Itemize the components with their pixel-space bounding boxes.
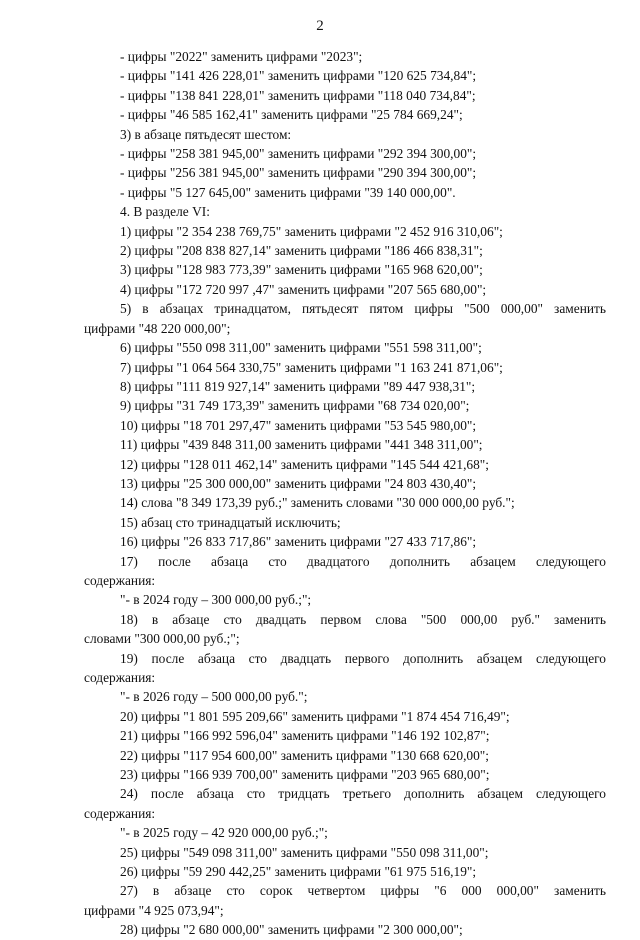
text-line: содержания: <box>84 670 156 685</box>
text-line: 27) в абзаце сто сорок четвертом цифры "6 000 000,00" заменить <box>120 883 606 899</box>
text-line: 21) цифры "166 992 596,04" заменить цифрами "146 192 102,87"; <box>120 728 490 744</box>
text-line: 28) цифры "2 680 000,00" заменить цифрами "2 300 000,00"; <box>120 922 463 938</box>
text-line: 7) цифры "1 064 564 330,75" заменить цифрами "1 163 241 871,06"; <box>120 359 503 375</box>
text-line: "- в 2026 году – 500 000,00 руб."; <box>120 689 308 705</box>
text-line: 4) цифры "172 720 997 ,47" заменить цифрами "207 565 680,00"; <box>120 281 487 297</box>
text-line: 25) цифры "549 098 311,00" заменить цифрами "550 098 311,00"; <box>120 844 489 860</box>
text-line: 9) цифры "31 749 173,39" заменить цифрами "68 734 020,00"; <box>120 398 470 414</box>
text-line: - цифры "141 426 228,01" заменить цифрами "120 625 734,84"; <box>120 68 477 84</box>
text-line: 3) в абзаце пятьдесят шестом: <box>120 126 292 142</box>
text-line: 11) цифры "439 848 311,00 заменить цифрами "441 348 311,00"; <box>120 437 483 453</box>
text-line: "- в 2025 году – 42 920 000,00 руб.;"; <box>120 825 328 841</box>
text-line: 23) цифры "166 939 700,00" заменить цифрами "203 965 680,00"; <box>120 767 490 783</box>
text-line: - цифры "258 381 945,00" заменить цифрами "292 394 300,00"; <box>120 146 477 162</box>
page-number: 2 <box>316 18 324 34</box>
text-line: 3) цифры "128 983 773,39" заменить цифрами "165 968 620,00"; <box>120 262 483 278</box>
text-line: - цифры "5 127 645,00" заменить цифрами "39 140 000,00". <box>120 184 456 200</box>
text-line: словами "300 000,00 руб.;"; <box>84 631 240 647</box>
text-line: содержания: <box>84 805 156 821</box>
text-line: 12) цифры "128 011 462,14" заменить цифрами "145 544 421,68"; <box>120 456 489 472</box>
text-line: 24) после абзаца сто тридцать третьего дополнить абзацем следующего <box>120 786 606 802</box>
text-line: 18) в абзаце сто двадцать первом слова "500 000,00 руб." заменить <box>120 611 606 627</box>
text-line: 13) цифры "25 300 000,00" заменить цифрами "24 803 430,40"; <box>120 475 477 491</box>
text-line: содержания: <box>84 572 156 588</box>
text-line: цифрами "4 925 073,94"; <box>84 902 224 918</box>
text-line: 22) цифры "117 954 600,00" заменить цифрами "130 668 620,00"; <box>120 747 489 763</box>
text-line: 26) цифры "59 290 442,25" заменить цифрами "61 975 516,19"; <box>120 864 477 880</box>
text-line: "- в 2024 году – 300 000,00 руб.;"; <box>120 592 312 608</box>
text-line: 16) цифры "26 833 717,86" заменить цифрами "27 433 717,86"; <box>120 534 477 550</box>
text-line: - цифры "138 841 228,01" заменить цифрами "118 040 734,84"; <box>120 87 476 103</box>
document-body <box>84 47 606 940</box>
text-line: - цифры "46 585 162,41" заменить цифрами "25 784 669,24"; <box>120 107 463 123</box>
text-line: 6) цифры "550 098 311,00" заменить цифрами "551 598 311,00"; <box>120 340 482 356</box>
text-line: 5) в абзацах тринадцатом, пятьдесят пятом цифры "500 000,00" заменить <box>120 301 606 317</box>
text-line: - цифры "256 381 945,00" заменить цифрами "290 394 300,00"; <box>120 165 477 181</box>
text-line: 17) после абзаца сто двадцатого дополнить абзацем следующего <box>120 553 606 569</box>
text-line: цифрами "48 220 000,00"; <box>84 320 231 336</box>
text-line: - цифры "2022" заменить цифрами "2023"; <box>120 49 363 64</box>
text-line: 19) после абзаца сто двадцать первого дополнить абзацем следующего <box>120 650 606 666</box>
text-line: 10) цифры "18 701 297,47" заменить цифрами "53 545 980,00"; <box>120 417 477 433</box>
text-line: 2) цифры "208 838 827,14" заменить цифрами "186 466 838,31"; <box>120 243 483 259</box>
text-line: 14) слова "8 349 173,39 руб.;" заменить словами "30 000 000,00 руб."; <box>120 495 515 511</box>
section-heading: 4. В разделе VI: <box>120 204 210 220</box>
text-line: 15) абзац сто тринадцатый исключить; <box>120 514 341 530</box>
text-line: 20) цифры "1 801 595 209,66" заменить цифрами "1 874 454 716,49"; <box>120 708 510 724</box>
text-line: 1) цифры "2 354 238 769,75" заменить цифрами "2 452 916 310,06"; <box>120 223 503 239</box>
text-line: 8) цифры "111 819 927,14" заменить цифрами "89 447 938,31"; <box>120 378 476 394</box>
